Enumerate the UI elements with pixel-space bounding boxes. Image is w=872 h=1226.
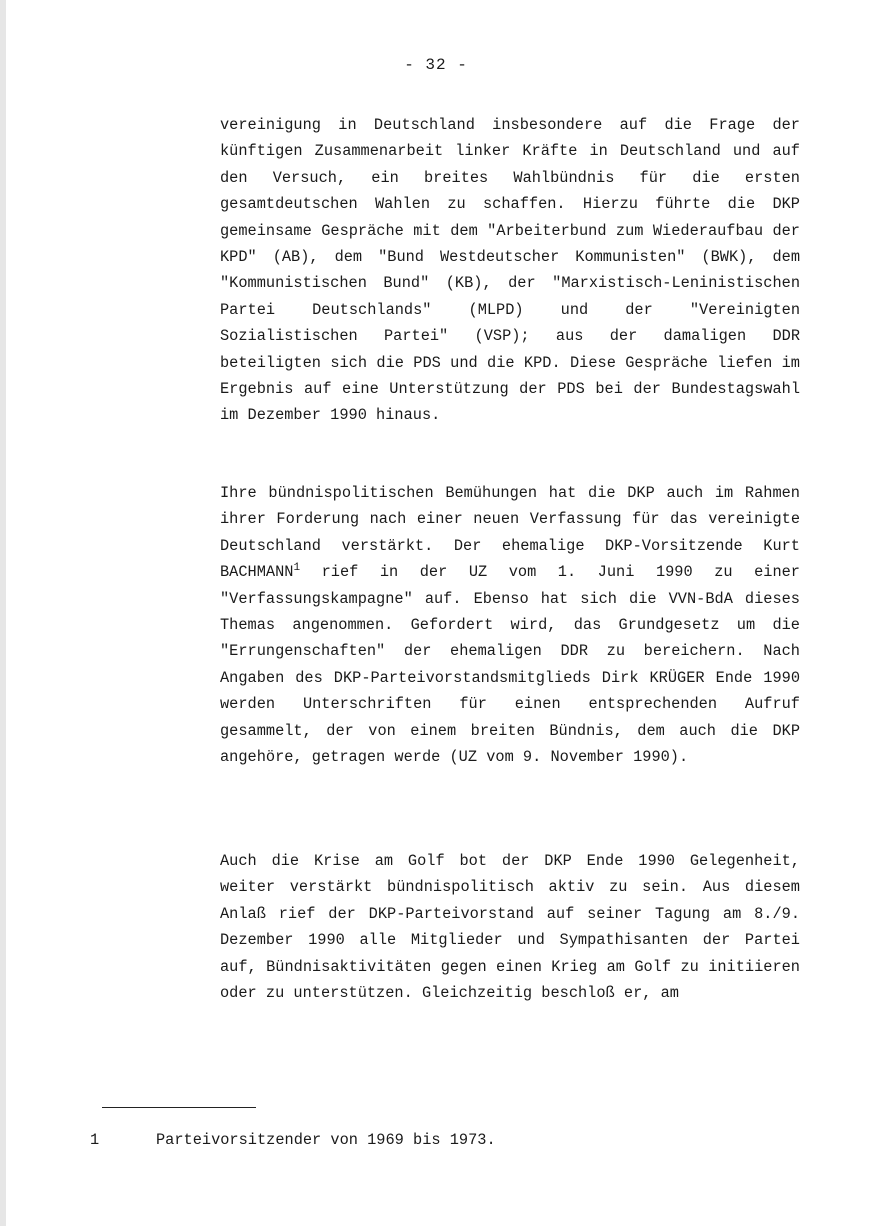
paragraph-2 <box>220 480 800 770</box>
footnote-separator <box>102 1107 256 1108</box>
paragraph-3: Auch die Krise am Golf bot der DKP Ende 1990 Gelegenheit, weiter verstärkt bündnispolitisch aktiv zu sein. Aus diesem Anlaß rief der DKP-Parteivorstand auf seiner Tagung am 8./9. Dezember 1990 alle Mitglieder und Sympathisanten der Partei auf, Bündnisaktivitäten gegen einen Krieg am Golf zu initiieren oder zu unterstützen. Gleichzeitig beschloß er, am <box>220 852 800 1003</box>
page-number: - 32 - <box>404 56 468 74</box>
paragraph-2-text-b: rief in der UZ vom 1. Juni 1990 zu einer "Verfassungskampagne" auf. Ebenso hat sich die VVN-BdA dieses Themas angenommen. Gefordert wird, das Grundgesetz um die "Errungenschaften" der ehemaligen DDR zu bereichern. Nach Angaben des DKP-Parteivorstandsmitglieds Dirk KRÜGER Ende 1990 werden Unterschriften für einen entsprechenden Aufruf gesammelt, der von einem breiten Bündnis, dem auch die DKP angehöre, getragen werde (UZ vom 9. November 1990). <box>220 563 800 767</box>
footnote-text: Parteivorsitzender von 1969 bis 1973. <box>156 1131 496 1149</box>
paragraph-1: vereinigung in Deutschland insbesondere auf die Frage der künftigen Zusammenarbeit linker Kräfte in Deutschland und auf den Versuch, ein breites Wahlbündnis für die ersten gesamtdeutschen Wahlen zu schaffen. Hierzu führte die DKP gemeinsame Gespräche mit dem "Arbeiterbund zum Wiederaufbau der KPD" (AB), dem "Bund Westdeutscher Kommunisten" (BWK), dem "Kommunistischen Bund" (KB), der "Marxistisch-Leninistischen Partei Deutschlands" (MLPD) und der "Vereinigten Sozialistischen Partei" (VSP); aus der damaligen DDR beteiligten sich die PDS und die KPD. Diese Gespräche liefen im Ergebnis auf eine Unterstützung der PDS bei der Bundestagswahl im Dezember 1990 hinaus. <box>220 116 800 425</box>
paragraph-2-text-a: Ihre bündnispolitischen Bemühungen hat die DKP auch im Rahmen ihrer Forderung nach einer neuen Verfassung für das vereinigte Deutschland verstärkt. Der ehemalige DKP-Vorsitzende Kurt BACHMANN <box>220 484 800 582</box>
footnote-mark: 1 <box>90 1131 100 1149</box>
footnote <box>90 1127 496 1153</box>
scan-edge <box>0 0 6 1226</box>
footnote-reference[interactable]: 1 <box>293 562 301 575</box>
